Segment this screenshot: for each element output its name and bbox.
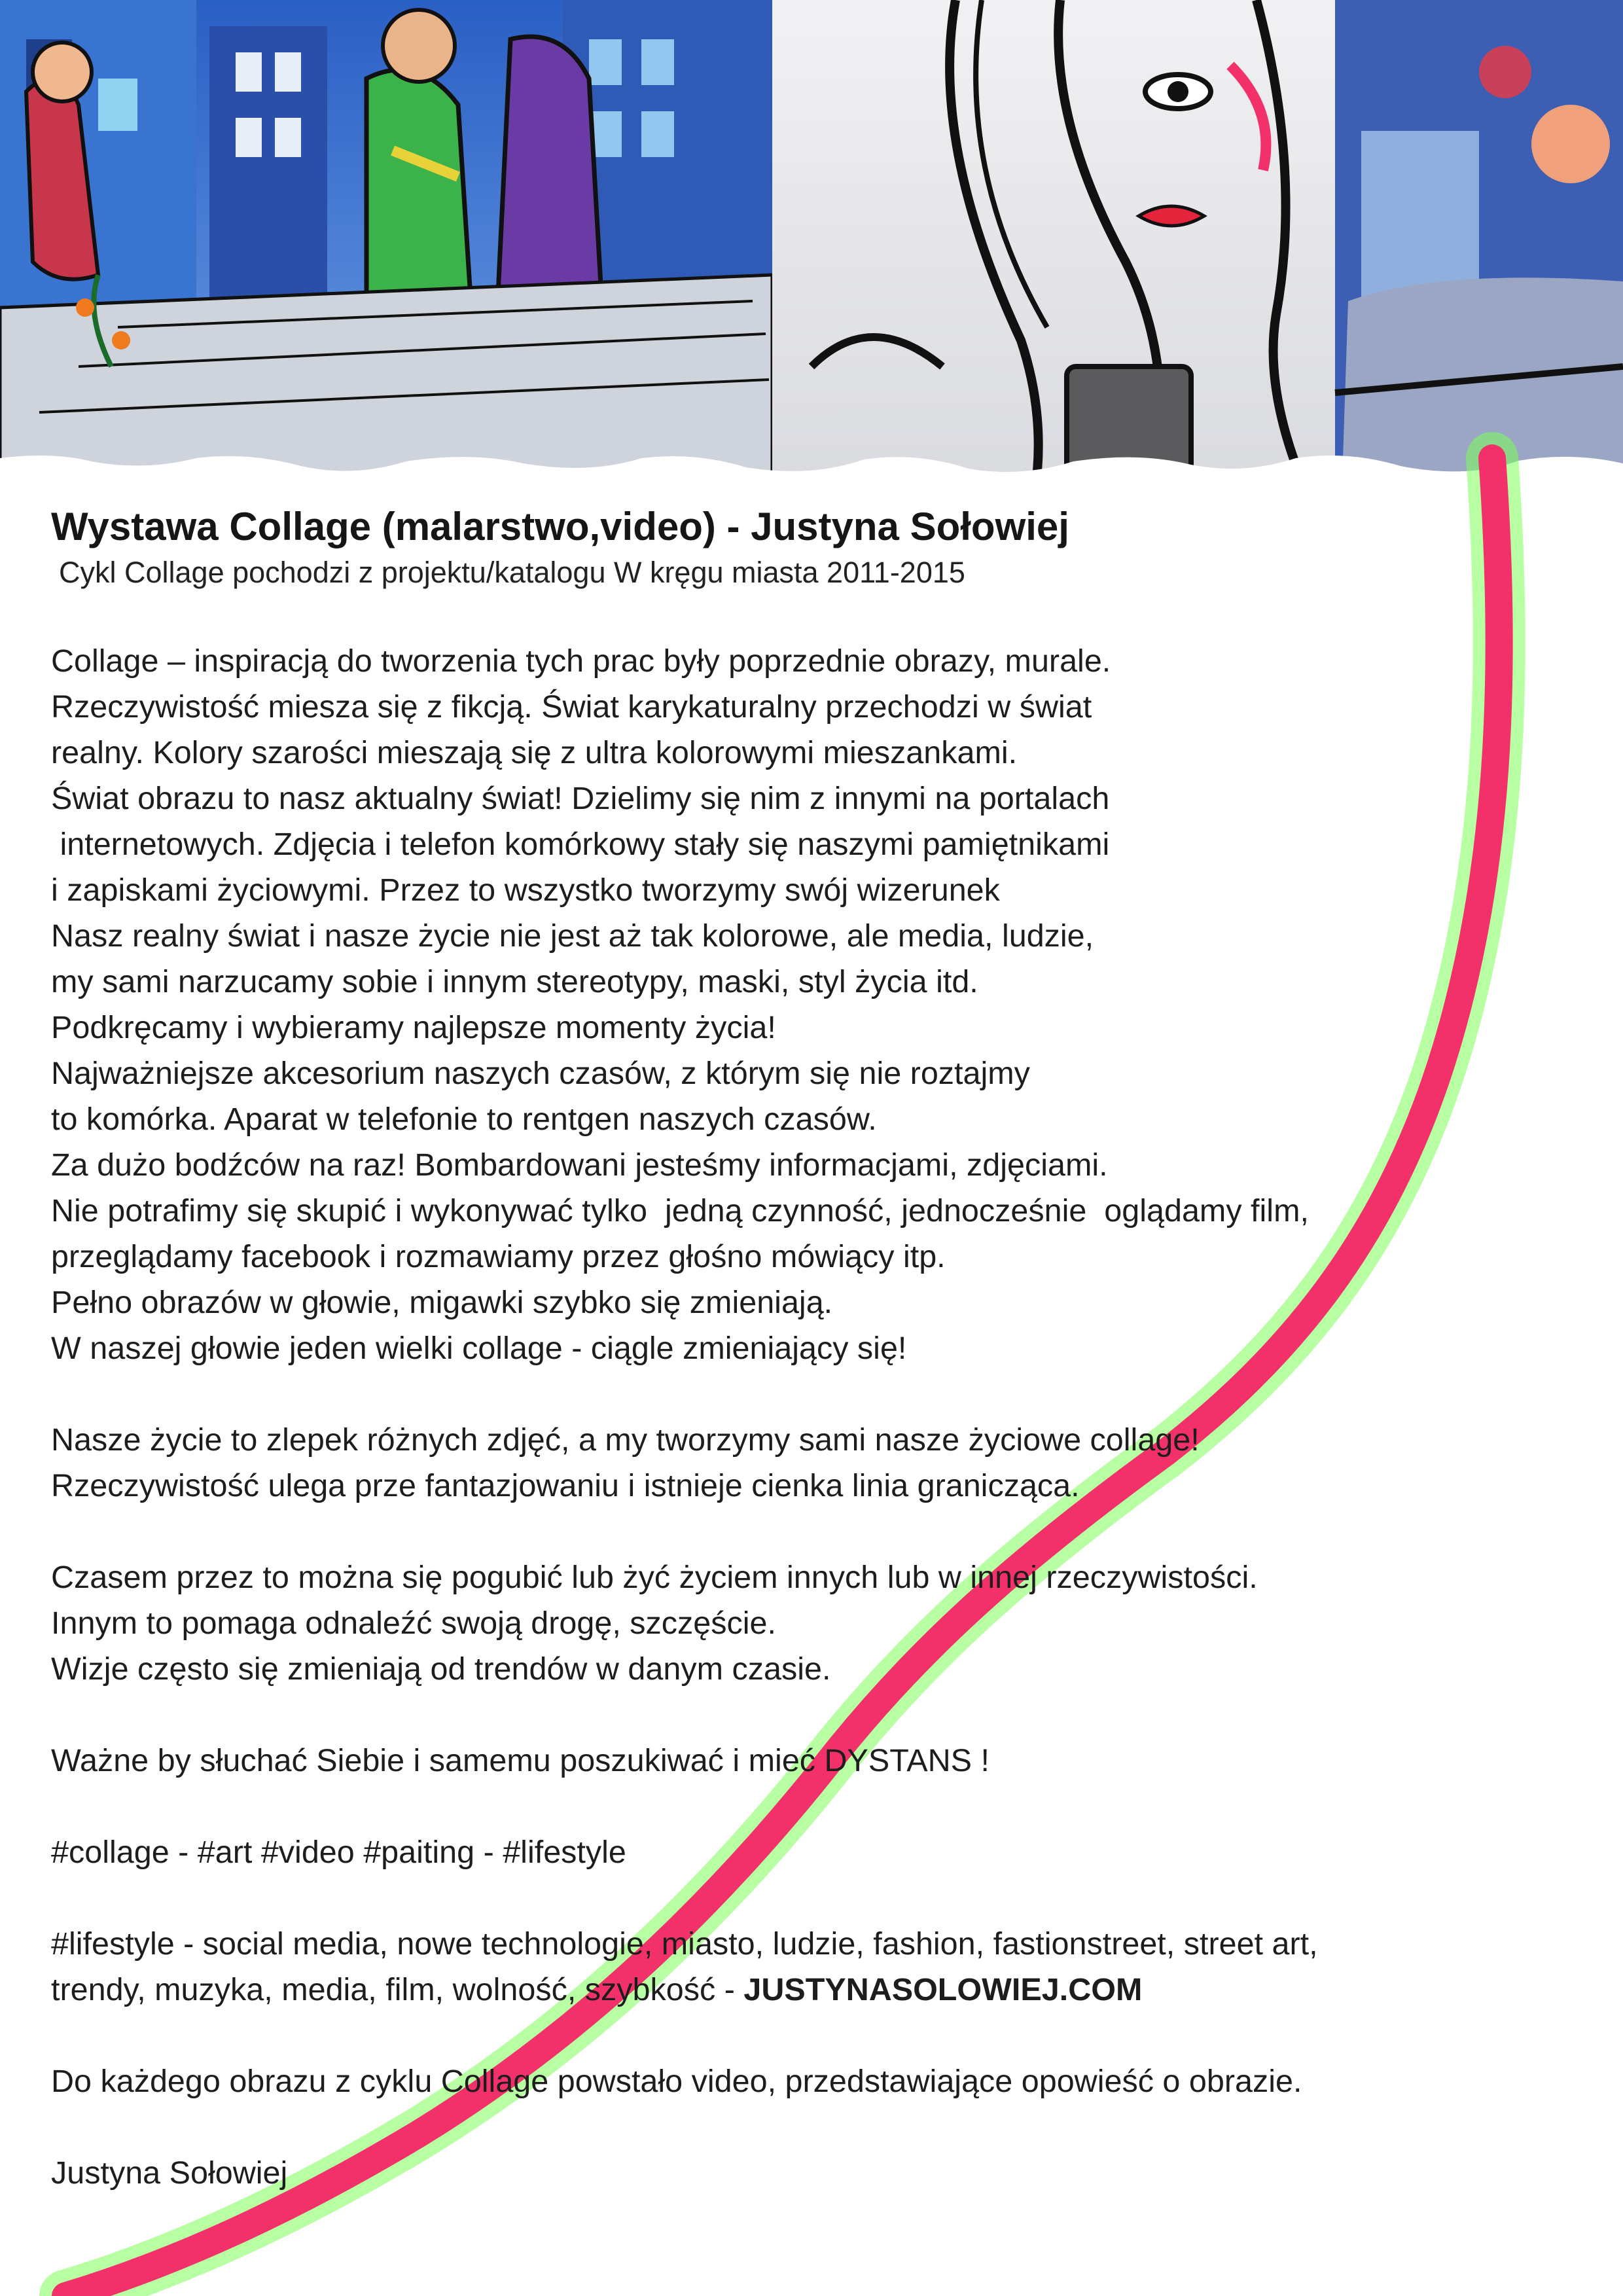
intro-line: to komórka. Aparat w telefonie to rentgen naszych czasów. [51, 1102, 877, 1137]
painting-banner [0, 0, 1623, 497]
lifestyle-line-1: #lifestyle - social media, nowe technologie, miasto, ludzie, fashion, fastionstreet, street art, [51, 1926, 1318, 1962]
page-title: Wystawa Collage (malarstwo,video) - Justyna Sołowiej [51, 505, 1069, 548]
intro-line: Najważniejsze akcesorium naszych czasów, z którym się nie roztajmy [51, 1056, 1030, 1091]
reality-line: Wizje często się zmieniają od trendów w danym czasie. [51, 1651, 831, 1687]
intro-line: W naszej głowie jeden wielki collage - ciągle zmieniający się! [51, 1331, 907, 1366]
intro-line: Pełno obrazów w głowie, migawki szybko się zmieniają. [51, 1285, 833, 1320]
intro-line: Rzeczywistość miesza się z fikcją. Świat karykaturalny przechodzi w świat [51, 689, 1092, 725]
collage-line: Rzeczywistość ulega prze fantazjowaniu i istnieje cienka linia granicząca. [51, 1468, 1080, 1503]
paragraph-distance: Ważne by słuchać Siebie i samemu poszukiwać i mieć DYSTANS ! [51, 1743, 990, 1778]
intro-line: Podkręcamy i wybieramy najlepsze momenty życia! [51, 1010, 776, 1045]
reality-line: Czasem przez to można się pogubić lub żyć życiem innych lub w innej rzeczywistości. [51, 1560, 1258, 1595]
intro-line: przeglądamy facebook i rozmawiamy przez głośno mówiący itp. [51, 1239, 946, 1274]
paragraph-intro [51, 638, 1569, 1371]
website-link[interactable]: JUSTYNASOLOWIEJ.COM [743, 1972, 1143, 2007]
collage-line: Nasze życie to zlepek różnych zdjęć, a my tworzymy sami nasze życiowe collage! [51, 1422, 1200, 1458]
reality-line: Innym to pomaga odnaleźć swoją drogę, szczęście. [51, 1605, 776, 1641]
intro-line: realny. Kolory szarości mieszają się z ultra kolorowymi mieszankami. [51, 735, 1018, 770]
paragraph-collage [51, 1417, 1569, 1509]
lifestyle-line-2 [51, 1967, 1569, 2013]
intro-line: my sami narzucamy sobie i innym stereotypy, maski, styl życia itd. [51, 964, 978, 999]
intro-line: Collage – inspiracją do tworzenia tych prac były poprzednie obrazy, murale. [51, 643, 1111, 679]
paragraph-reality [51, 1554, 1569, 1692]
intro-line: Świat obrazu to nasz aktualny świat! Dzielimy się nim z innymi na portalach [51, 781, 1110, 816]
intro-line: Nasz realny świat i nasze życie nie jest aż tak kolorowe, ale media, ludzie, [51, 918, 1094, 954]
document-body [51, 501, 1569, 2196]
lifestyle-line-2-text: trendy, muzyka, media, film, wolność, szybkość - [51, 1972, 744, 2007]
hashtags: #collage - #art #video #paiting - #lifestyle [51, 1835, 626, 1870]
closing-note: Do każdego obrazu z cyklu Collage powstało video, przedstawiające opowieść o obrazie. [51, 2064, 1302, 2099]
intro-line: i zapiskami życiowymi. Przez to wszystko tworzymy swój wizerunek [51, 872, 1000, 908]
subtitle: Cykl Collage pochodzi z projektu/katalogu W kręgu miasta 2011-2015 [59, 556, 965, 589]
portrait-background [772, 0, 1335, 497]
intro-line: Nie potrafimy się skupić i wykonywać tylko jedną czynność, jednocześnie oglądamy film, [51, 1193, 1309, 1229]
signature: Justyna Sołowiej [51, 2155, 288, 2191]
intro-line: Za dużo bodźców na raz! Bombardowani jesteśmy informacjami, zdjęciami. [51, 1147, 1108, 1183]
intro-line: internetowych. Zdjęcia i telefon komórkowy stały się naszymi pamiętnikami [51, 827, 1110, 862]
